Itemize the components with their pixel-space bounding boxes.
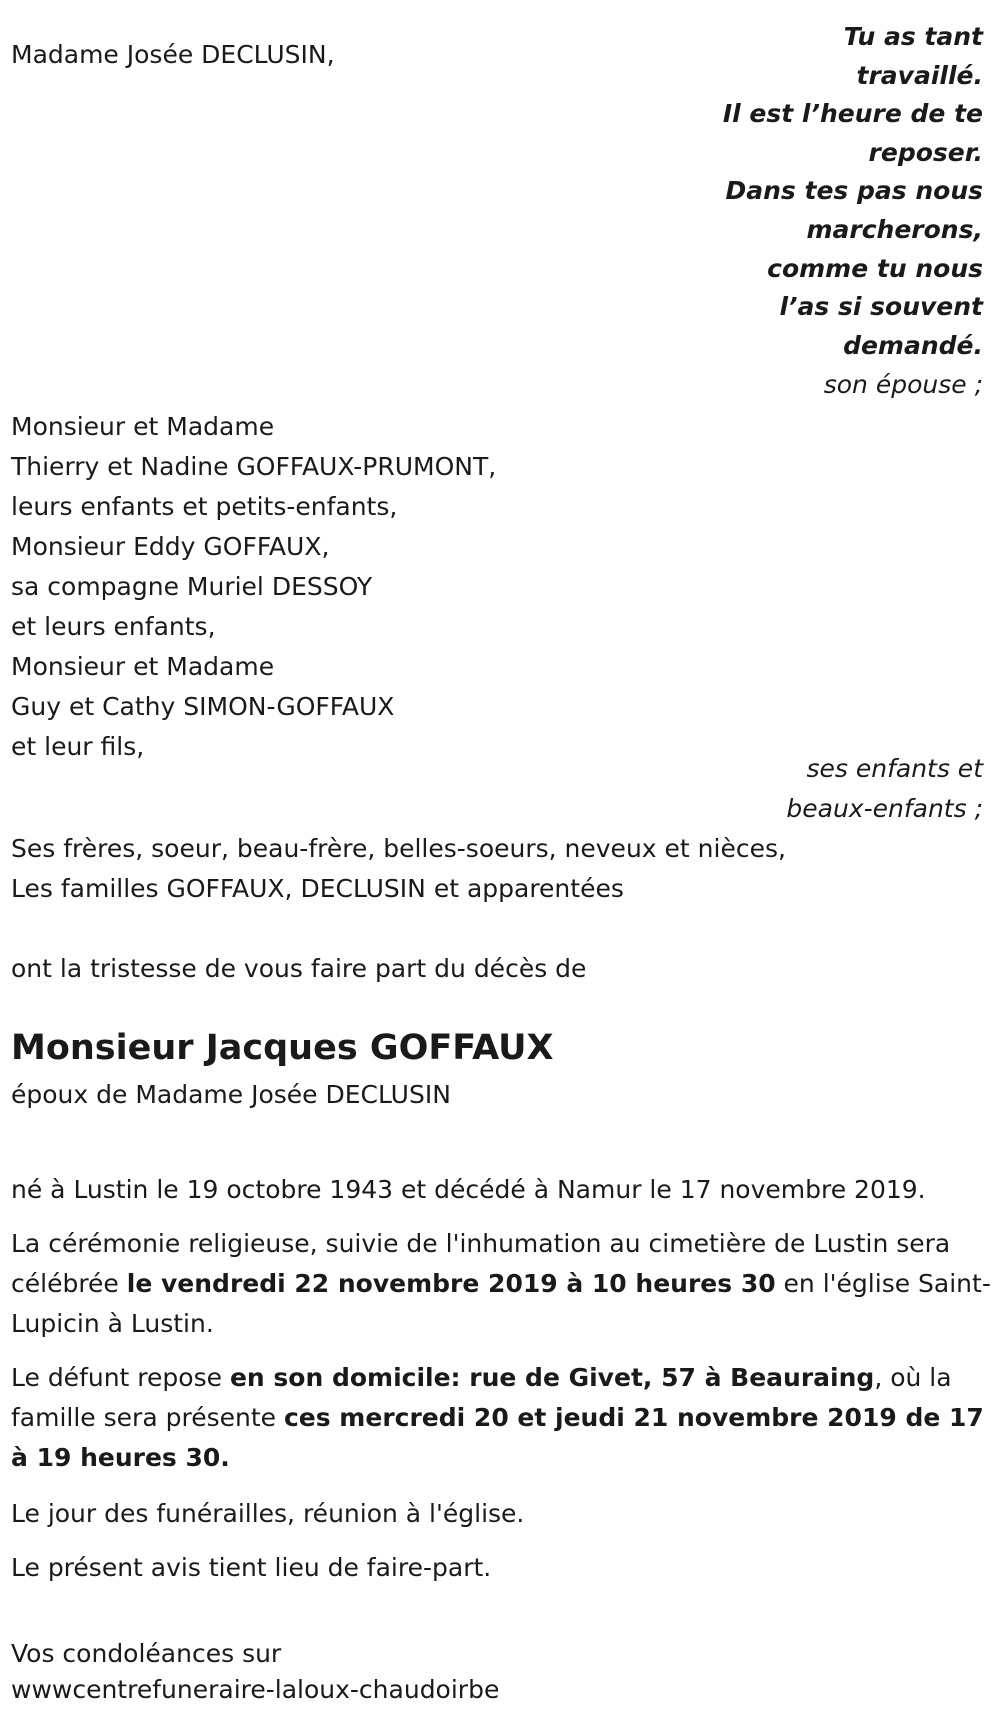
- death-notice: [11, 0, 993, 1712]
- children-role: [786, 749, 983, 829]
- children-list: [11, 407, 496, 767]
- repose-place: en son domicile: rue de Givet, 57 à Beauraing: [229, 1363, 875, 1392]
- family-line: Monsieur Eddy GOFFAUX,: [11, 532, 330, 561]
- condolences-website: wwwcentrefuneraire-laloux-chaudoirbe: [11, 1675, 500, 1704]
- poem-line: Tu as tant: [843, 22, 983, 51]
- notice-note: Le présent avis tient lieu de faire-part.: [11, 1553, 492, 1582]
- poem-line: Dans tes pas nous: [725, 176, 983, 206]
- visiting-times: ces mercredi 20 et jeudi 21 novembre 2019 de 17 à 19 heures 30.: [11, 1403, 984, 1472]
- poem-line: comme tu nous: [767, 253, 983, 283]
- repose-text: Le défunt repose: [11, 1363, 230, 1392]
- repose-paragraph: [11, 1358, 993, 1478]
- children-role-line: ses enfants et: [806, 754, 983, 783]
- condolences-label: Vos condoléances sur: [11, 1639, 282, 1668]
- family-line: et leurs enfants,: [11, 612, 216, 641]
- family-line: leurs enfants et petits-enfants,: [11, 492, 398, 521]
- widow-name: Madame Josée DECLUSIN,: [11, 40, 335, 69]
- ceremony-date: le vendredi 22 novembre 2019 à 10 heures 30: [126, 1269, 776, 1298]
- poem-line: Il est l’heure de te: [722, 99, 983, 129]
- ceremony-text: La cérémonie religieuse, suivie de l'inhumation au cimetière de Lustin sera célébrée: [11, 1229, 951, 1298]
- ceremony-paragraph: [11, 1224, 993, 1344]
- children-role-line: beaux-enfants ;: [786, 794, 983, 823]
- repose-text: , où la famille sera présente: [11, 1363, 952, 1432]
- announcement: ont la tristesse de vous faire part du décès de: [11, 954, 587, 983]
- family-line: Thierry et Nadine GOFFAUX-PRUMONT,: [11, 452, 497, 481]
- relatives-line: Les familles GOFFAUX, DECLUSIN et apparentées: [11, 874, 624, 903]
- funeral-day: Le jour des funérailles, réunion à l'église.: [11, 1499, 525, 1528]
- family-line: Monsieur et Madame: [11, 412, 275, 441]
- widow-role: son épouse ;: [823, 370, 983, 400]
- poem: [723, 18, 983, 405]
- family-line: Guy et Cathy SIMON-GOFFAUX: [11, 692, 395, 721]
- poem-line: travaillé.: [856, 60, 983, 90]
- ceremony-text: en l'église Saint-Lupicin à Lustin.: [11, 1269, 991, 1338]
- relatives-line: Ses frères, soeur, beau-frère, belles-soeurs, neveux et nièces,: [11, 834, 786, 863]
- poem-line: marcherons,: [806, 214, 983, 244]
- poem-line: l’as si souvent: [779, 292, 983, 322]
- family-line: sa compagne Muriel DESSOY: [11, 572, 373, 601]
- birth-death: né à Lustin le 19 octobre 1943 et décédé à Namur le 17 novembre 2019.: [11, 1175, 926, 1204]
- poem-line: reposer.: [868, 137, 983, 167]
- relatives: [11, 829, 786, 909]
- family-line: et leur fils,: [11, 732, 145, 761]
- poem-line: demandé.: [843, 330, 983, 360]
- spouse-line: époux de Madame Josée DECLUSIN: [11, 1080, 451, 1109]
- deceased-name: Monsieur Jacques GOFFAUX: [11, 1028, 554, 1068]
- family-line: Monsieur et Madame: [11, 652, 275, 681]
